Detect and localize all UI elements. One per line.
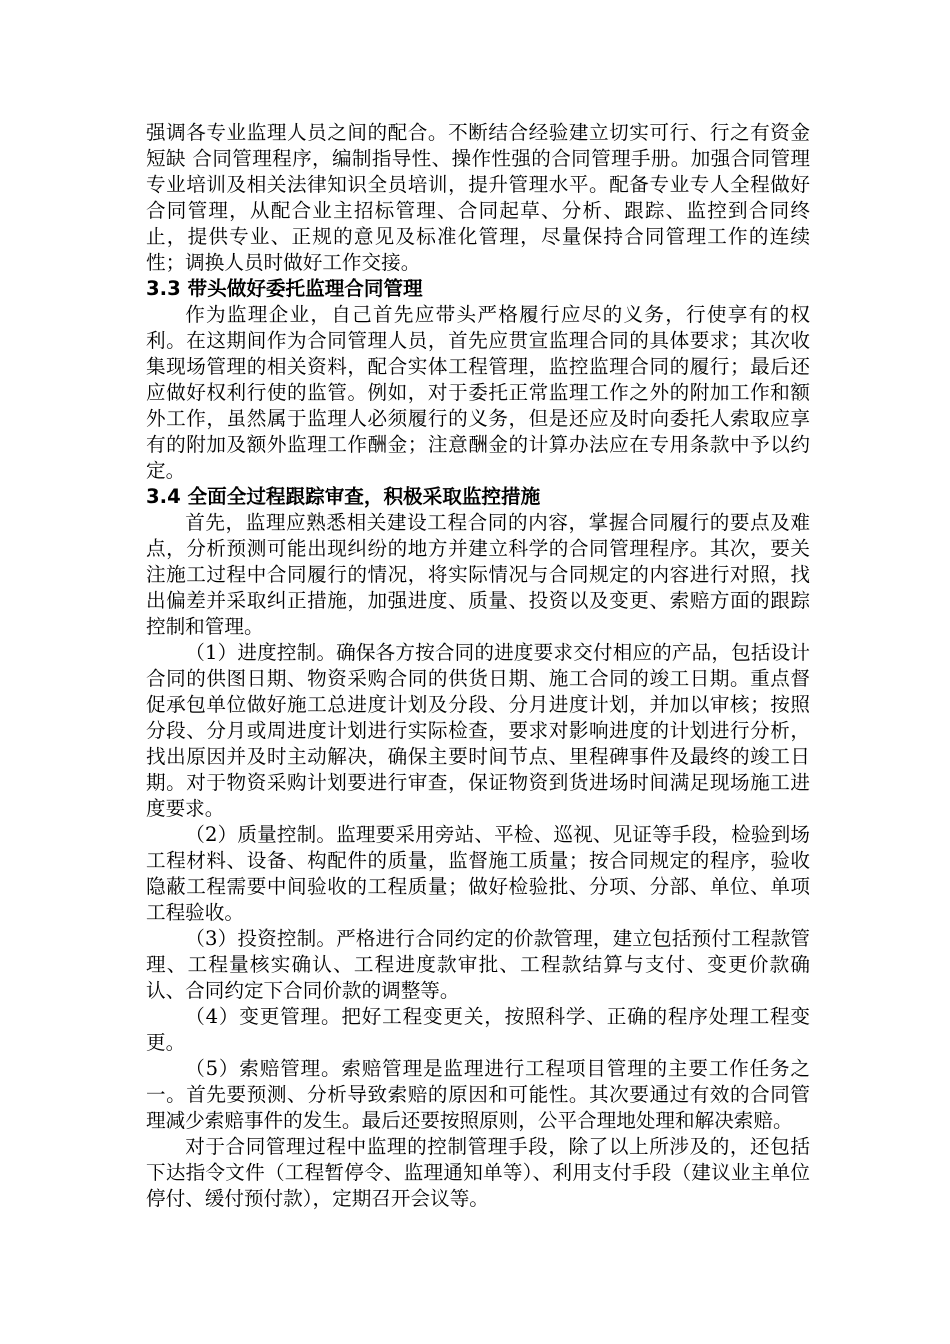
list-item-claim-management: （5）索赔管理。索赔管理是监理进行工程项目管理的主要工作任务之一。首先要预测、分析导致索赔的原因和可能性。其次要通过有效的合同管理减少索赔事件的发生。最后还要按照原则，公平合理地处理和解决索赔。 (146, 1057, 810, 1132)
section-heading-3-3: 3.3 带头做好委托监理合同管理 (146, 277, 423, 300)
section-heading-3-4: 3.4 全面全过程跟踪审查，积极采取监控措施 (146, 485, 541, 508)
list-item-schedule-control: （1）进度控制。确保各方按合同的进度要求交付相应的产品，包括设计合同的供图日期、物资采购合同的供货日期、施工合同的竣工日期。重点督促承包单位做好施工总进度计划及分段、分月进度计划，并加以审核；按照分段、分月或周进度计划进行实际检查，要求对影响进度的计划进行分析，找出原因并及时主动解决，确保主要时间节点、里程碑事件及最终的竣工日期。对于物资采购计划要进行审查，保证物资到货进场时间满足现场施工进度要求。 (146, 641, 810, 820)
list-item-investment-control: （3）投资控制。严格进行合同约定的价款管理，建立包括预付工程款管理、工程量核实确认、工程进度款审批、工程款结算与支付、变更价款确认、合同约定下合同价款的调整等。 (146, 927, 810, 1002)
document-body (146, 120, 810, 1212)
paragraph-final: 对于合同管理过程中监理的控制管理手段，除了以上所涉及的，还包括下达指令文件（工程暂停令、监理通知单等）、利用支付手段（建议业主单位停付、缓付预付款），定期召开会议等。 (146, 1135, 810, 1210)
paragraph-3-3: 作为监理企业，自己首先应带头严格履行应尽的义务，行使享有的权利。在这期间作为合同管理人员，首先应贯宣监理合同的具体要求；其次收集现场管理的相关资料，配合实体工程管理，监控监理合同的履行；最后还应做好权利行使的监管。例如，对于委托正常监理工作之外的附加工作和额外工作，虽然属于监理人必须履行的义务，但是还应及时向委托人索取应享有的附加及额外监理工作酬金；注意酬金的计算办法应在专用条款中予以约定。 (146, 303, 810, 482)
list-item-change-management: （4）变更管理。把好工程变更关，按照科学、正确的程序处理工程变更。 (146, 1005, 810, 1054)
paragraph-contract-staff: 强调各专业监理人员之间的配合。不断结合经验建立切实可行、行之有资金短缺 合同管理程序，编制指导性、操作性强的合同管理手册。加强合同管理专业培训及相关法律知识全员培训，提升管理水平。配备专业专人全程做好合同管理，从配合业主招标管理、合同起草、分析、跟踪、监控到合同终止，提供专业、正规的意见及标准化管理，尽量保持合同管理工作的连续性；调换人员时做好工作交接。 (146, 121, 810, 274)
paragraph-3-4: 首先，监理应熟悉相关建设工程合同的内容，掌握合同履行的要点及难点，分析预测可能出现纠纷的地方并建立科学的合同管理程序。其次，要关注施工过程中合同履行的情况，将实际情况与合同规定的内容进行对照，找出偏差并采取纠正措施，加强进度、质量、投资以及变更、索赔方面的跟踪控制和管理。 (146, 511, 810, 638)
list-item-quality-control: （2）质量控制。监理要采用旁站、平检、巡视、见证等手段，检验到场工程材料、设备、构配件的质量，监督施工质量；按合同规定的程序，验收隐蔽工程需要中间验收的工程质量；做好检验批、分项、分部、单位、单项工程验收。 (146, 823, 810, 924)
